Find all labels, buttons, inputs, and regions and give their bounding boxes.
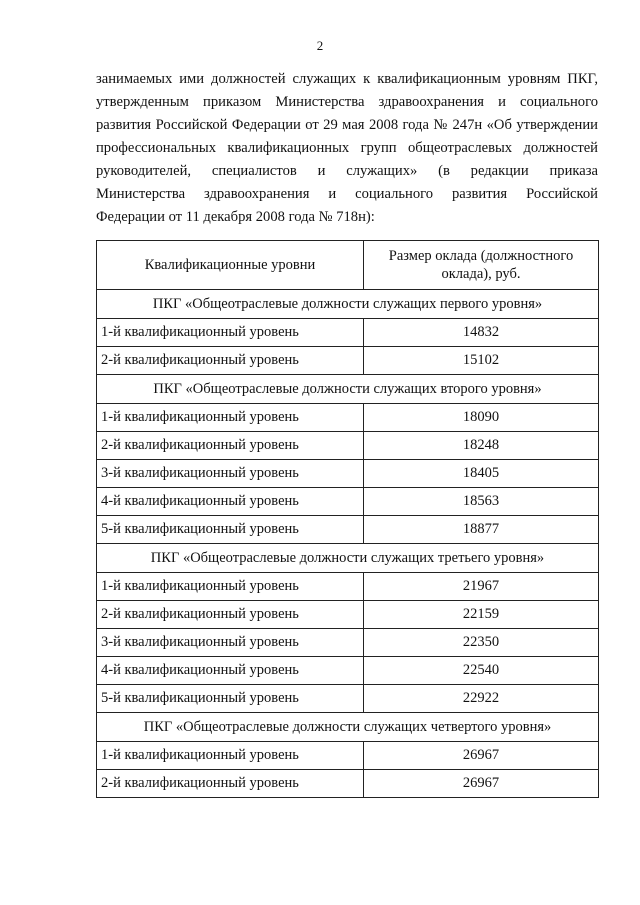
table-row [97,601,599,629]
amount-cell: 21967 [364,573,599,601]
amount-cell: 26967 [364,770,599,798]
amount-cell: 18090 [364,404,599,432]
header-salary-size: Размер оклада (должностного оклада), руб. [364,241,599,290]
paragraph-line: Федерации от 11 декабря 2008 года № 718н): [96,209,375,225]
level-cell: 4-й квалификационный уровень [97,488,364,516]
table-row [97,742,599,770]
table-row [97,657,599,685]
table-row [97,319,599,347]
group-title: ПКГ «Общеотраслевые должности служащих первого уровня» [97,290,599,319]
level-cell: 4-й квалификационный уровень [97,657,364,685]
level-cell: 1-й квалификационный уровень [97,573,364,601]
intro-paragraph [96,68,598,229]
amount-cell: 14832 [364,319,599,347]
amount-cell: 18405 [364,460,599,488]
table-row [97,460,599,488]
amount-cell: 26967 [364,742,599,770]
header-qualification-levels: Квалификационные уровни [97,241,364,290]
table-row [97,685,599,713]
group-row [97,375,599,404]
group-row [97,713,599,742]
level-cell: 2-й квалификационный уровень [97,601,364,629]
level-cell: 5-й квалификационный уровень [97,516,364,544]
group-row [97,544,599,573]
group-title: ПКГ «Общеотраслевые должности служащих четвертого уровня» [97,713,599,742]
paragraph-line: утвержденным приказом Министерства здравоохранения и социального [96,94,598,110]
table-row [97,629,599,657]
table-row [97,488,599,516]
paragraph-line: развития Российской Федерации от 29 мая 2008 года № 247н «Об утверждении [96,117,598,133]
level-cell: 1-й квалификационный уровень [97,319,364,347]
paragraph-line: Министерства здравоохранения и социального развития Российской [96,186,598,202]
amount-cell: 18563 [364,488,599,516]
paragraph-line: профессиональных квалификационных групп общеотраслевых должностей [96,140,598,156]
level-cell: 1-й квалификационный уровень [97,742,364,770]
page-number: 2 [316,38,324,53]
table-row [97,516,599,544]
paragraph-line: руководителей, специалистов и служащих» (в редакции приказа [96,163,598,179]
level-cell: 2-й квалификационный уровень [97,432,364,460]
amount-cell: 18877 [364,516,599,544]
amount-cell: 22159 [364,601,599,629]
group-title: ПКГ «Общеотраслевые должности служащих второго уровня» [97,375,599,404]
level-cell: 2-й квалификационный уровень [97,347,364,375]
amount-cell: 18248 [364,432,599,460]
level-cell: 3-й квалификационный уровень [97,460,364,488]
level-cell: 3-й квалификационный уровень [97,629,364,657]
amount-cell: 22540 [364,657,599,685]
level-cell: 1-й квалификационный уровень [97,404,364,432]
table-row [97,432,599,460]
level-cell: 5-й квалификационный уровень [97,685,364,713]
amount-cell: 15102 [364,347,599,375]
table-row [97,770,599,798]
amount-cell: 22350 [364,629,599,657]
group-title: ПКГ «Общеотраслевые должности служащих третьего уровня» [97,544,599,573]
table-header-row [97,241,599,290]
paragraph-line: занимаемых ими должностей служащих к квалификационным уровням ПКГ, [96,71,598,87]
table-row [97,404,599,432]
group-row [97,290,599,319]
table-row [97,347,599,375]
amount-cell: 22922 [364,685,599,713]
salary-table [96,240,599,798]
level-cell: 2-й квалификационный уровень [97,770,364,798]
table-row [97,573,599,601]
